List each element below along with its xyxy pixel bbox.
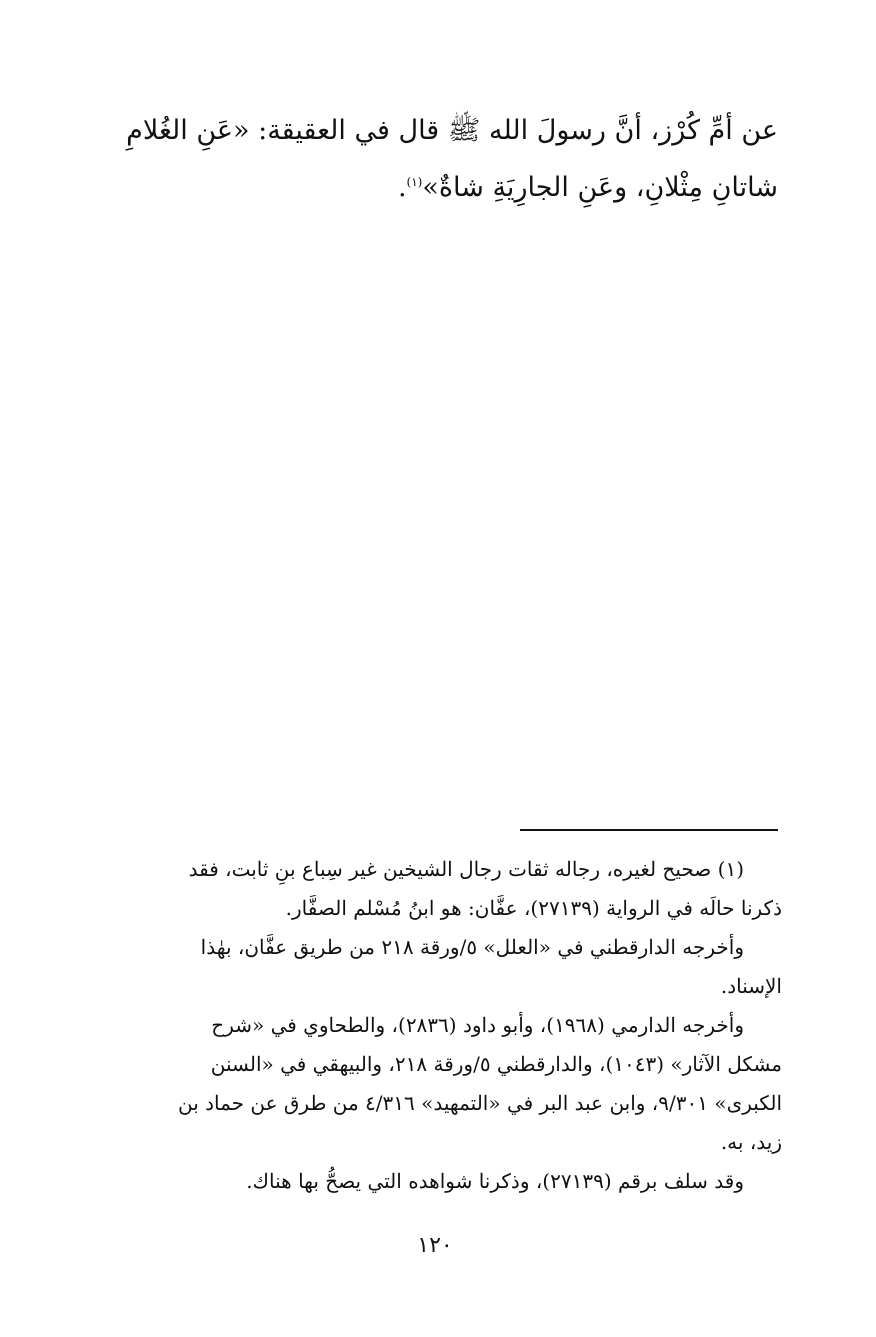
footnote-line: الإسناد. <box>720 974 782 998</box>
main-text-line-content: شاتانِ مِثْلانِ، وعَنِ الجارِيَةِ شاةٌ» <box>422 172 778 203</box>
footnote-reference: (١) <box>406 175 423 189</box>
main-text-line <box>70 159 778 216</box>
footnote-paragraph <box>76 928 782 1006</box>
footnote-separator <box>520 829 778 831</box>
main-text-line: عن أمِّ كُرْز، أنَّ رسولَ الله ﷺ قال في العقيقة: «عَنِ الغُلامِ <box>126 115 778 146</box>
sentence-end: . <box>397 172 407 203</box>
footnote-line: وأخرجه الدارقطني في «العلل» ٥/ورقة ٢١٨ من طريق عفَّان، بهٰذا <box>200 935 744 959</box>
footnote-line: (١) صحيح لغيره، رجاله ثقات رجال الشيخين غير سِباع بنِ ثابت، فقد <box>188 857 744 881</box>
footnote-line: زيد، به. <box>720 1130 782 1154</box>
main-text <box>70 102 778 216</box>
footnotes <box>76 850 782 1201</box>
footnote-line: وقد سلف برقم (٢٧١٣٩)، وذكرنا شواهده التي يصحُّ بها هناك. <box>246 1169 744 1193</box>
footnote-paragraph <box>76 1006 782 1162</box>
page-number: ١٢٠ <box>417 1233 453 1258</box>
footnote-line: الكبرى» ٩/٣٠١، وابن عبد البر في «التمهيد» ٤/٣١٦ من طرق عن حماد بن <box>177 1091 782 1115</box>
footnote-paragraph <box>76 850 782 928</box>
footnote-line: وأخرجه الدارمي (١٩٦٨)، وأبو داود (٢٨٣٦)، والطحاوي في «شرح <box>211 1013 744 1037</box>
footnote-line: ذكرنا حالَه في الرواية (٢٧١٣٩)، عفَّان: هو ابنُ مُسْلم الصفَّار. <box>285 896 782 920</box>
footnote-line: مشكل الآثار» (١٠٤٣)، والدارقطني ٥/ورقة ٢١٨، والبيهقي في «السنن <box>210 1052 782 1076</box>
footnote-paragraph <box>76 1162 782 1201</box>
